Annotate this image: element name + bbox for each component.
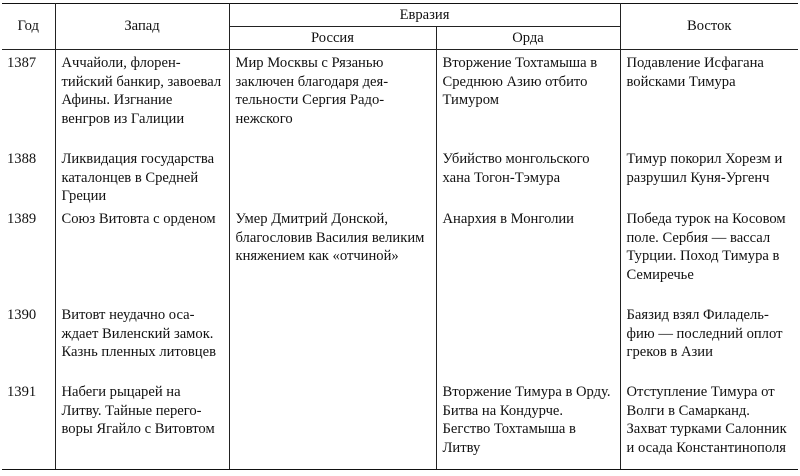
table-row-1387 [2,50,798,149]
cell-russia [229,208,436,304]
cell-west [55,208,229,304]
cell-west-text: Союз Витовта с орденом [61,211,216,227]
cell-west [55,148,229,208]
cell-horde-text: Вторжение Тохтамыша в Среднюю Азию отбито Тимуром [442,55,598,109]
table-row-1391 [2,381,798,470]
table-row-1388 [2,148,798,208]
cell-horde [436,381,620,470]
cell-year: 1391 [2,381,55,470]
cell-russia [229,50,436,149]
header-horde: Орда [436,27,620,50]
cell-year: 1388 [2,148,55,208]
cell-west [55,50,229,149]
cell-horde [436,304,620,381]
cell-west-text: Витовт неудачно осаждает Виленский замок. Казнь пленных литовцев [61,307,216,361]
header-east: Восток [620,4,798,50]
cell-west-text: Аччайоли, флорентийский банкир, завоевал Афины. Изгнание венгров из Галиции [61,55,222,127]
table-row-1390 [2,304,798,381]
cell-russia-text: Мир Москвы с Рязанью заключен благодаря деятельности Сергия Радонежского [235,55,389,127]
cell-year: 1390 [2,304,55,381]
table-header [2,4,798,50]
cell-west-text: Ликвидация государства каталонцев в Средней Греции [61,151,215,205]
table-body [2,50,798,470]
cell-west [55,381,229,470]
cell-east-text: Баязид взял Филадельфию — последний оплот греков в Азии [626,307,783,361]
cell-east [620,148,798,208]
cell-east [620,208,798,304]
cell-horde-text: Вторжение Тимура в Орду. Битва на Кондурче. Бегство Тохтамыша в Литву [442,384,611,456]
cell-horde [436,208,620,304]
chronicle-table [2,3,798,470]
cell-horde [436,50,620,149]
cell-east [620,50,798,149]
cell-west-text: Набеги рыцарей на Литву. Тайные переговоры Ягайло с Витовтом [61,384,215,438]
cell-year: 1387 [2,50,55,149]
cell-west [55,304,229,381]
cell-east [620,381,798,470]
cell-horde [436,148,620,208]
cell-year: 1389 [2,208,55,304]
cell-russia [229,304,436,381]
cell-east-text: Подавление Исфагана войсками Тимура [626,55,764,90]
cell-russia [229,381,436,470]
header-eurasia: Евразия [229,4,620,27]
cell-east [620,304,798,381]
cell-east-text: Тимур покорил Хорезм и разрушил Куня-Ургенч [626,151,783,186]
cell-east-text: Отступление Тимура от Волги в Самарканд. Захват турками Салонник и осада Константинополя [626,384,787,456]
header-west: Запад [55,4,229,50]
header-year: Год [2,4,55,50]
cell-russia-text: Умер Дмитрий Донской, благословив Василия великим княжением как «отчиной» [235,211,425,265]
cell-east-text: Победа турок на Косовом поле. Сербия — вассал Турции. Поход Тимура в Семиречье [626,211,786,283]
header-russia: Россия [229,27,436,50]
cell-russia [229,148,436,208]
cell-horde-text: Убийство монгольского хана Тогон-Тэмура [442,151,590,186]
cell-horde-text: Анархия в Монголии [442,211,574,227]
table-row-1389 [2,208,798,304]
